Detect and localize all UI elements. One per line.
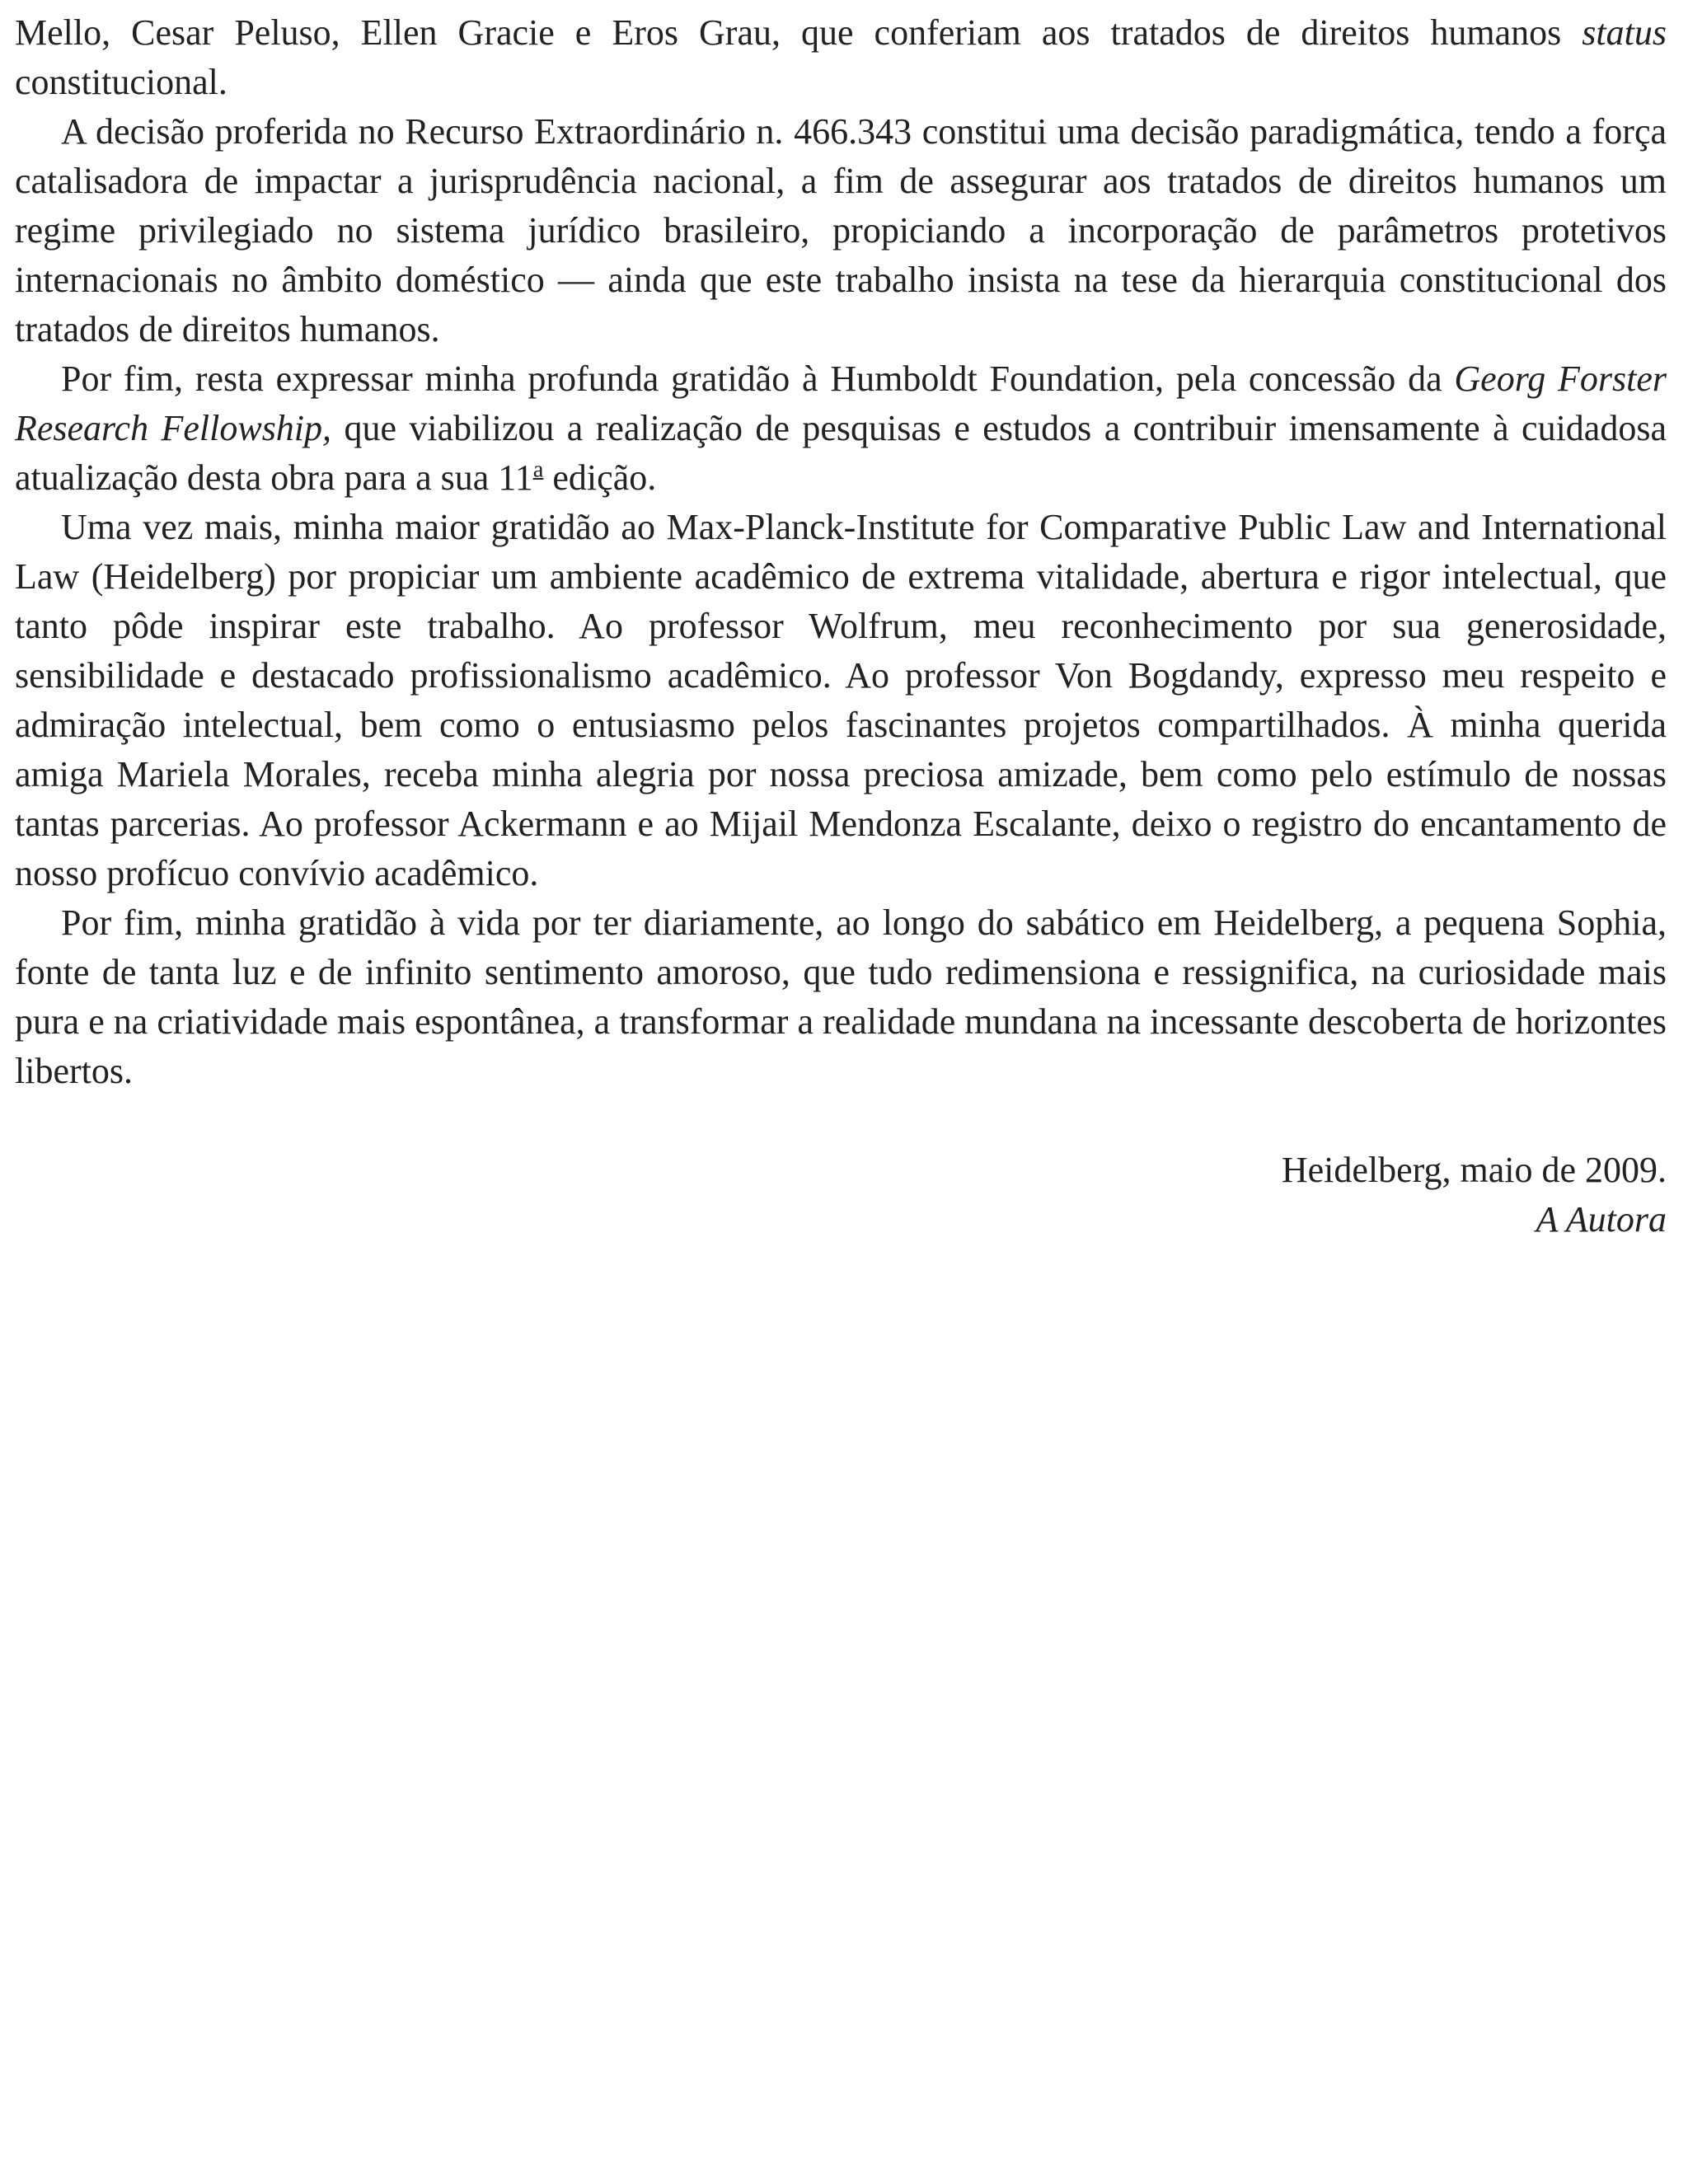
- paragraph-0-text-b: constitucional.: [15, 62, 227, 102]
- paragraph-2: [15, 354, 1667, 503]
- paragraph-0-italic: status: [1582, 12, 1667, 53]
- author-signature: A Autora: [1536, 1199, 1667, 1240]
- paragraph-4: Por fim, minha gratidão à vida por ter diariamente, ao longo do sabático em Heidelberg, a pequena Sophia, fonte de tanta luz e de infinito sentimento amoroso, que tudo redimensiona e ressignifica, na curiosidade mais pura e na criatividade mais espontânea, a transformar a realidade mundana na incessante descoberta de horizontes libertos.: [15, 902, 1667, 1091]
- paragraph-0-text-a: Mello, Cesar Peluso, Ellen Gracie e Eros Grau, que conferiam aos tratados de direitos humanos: [15, 12, 1582, 53]
- ordinal-superscript: a: [532, 457, 544, 483]
- paragraph-3: Uma vez mais, minha maior gratidão ao Max-Planck-Institute for Comparative Public Law and International Law (Heidelberg) por propiciar um ambiente acadêmico de extrema vitalidade, abertura e rigor intelectual, que tanto pôde inspirar este trabalho. Ao professor Wolfrum, meu reconhecimento por sua generosidade, sensibilidade e destacado profissionalismo acadêmico. Ao professor Von Bogdandy, expresso meu respeito e admiração intelectual, bem como o entusiasmo pelos fascinantes projetos compartilhados. À minha querida amiga Mariela Morales, receba minha alegria por nossa preciosa amizade, bem como pelo estímulo de nossas tantas parcerias. Ao professor Ackermann e ao Mijail Mendonza Escalante, deixo o registro do encantamento de nosso profícuo convívio acadêmico.: [15, 507, 1667, 893]
- signature-block: [15, 1146, 1667, 1244]
- paragraph-2-text-a: Por fim, resta expressar minha profunda gratidão à Humboldt Foundation, pela concessão da: [61, 359, 1455, 399]
- paragraph-2-text-b: que viabilizou a realização de pesquisas e estudos a contribuir imensamente à cuidadosa atualização desta obra para a sua 11: [15, 408, 1667, 498]
- place-date: Heidelberg, maio de 2009.: [1281, 1150, 1667, 1190]
- paragraph-2-italic: Georg Forster Research Fellowship,: [15, 359, 1667, 448]
- paragraph-1: A decisão proferida no Recurso Extraordinário n. 466.343 constitui uma decisão paradigmática, tendo a força catalisadora de impactar a jurisprudência nacional, a fim de assegurar aos tratados de direitos humanos um regime privilegiado no sistema jurídico brasileiro, propiciando a incorporação de parâmetros protetivos internacionais no âmbito doméstico — ainda que este trabalho insista na tese da hierarquia constitucional dos tratados de direitos humanos.: [15, 111, 1667, 349]
- document-page: [15, 8, 1667, 1244]
- paragraph-0: [15, 8, 1667, 107]
- paragraph-2-text-c: edição.: [543, 457, 657, 498]
